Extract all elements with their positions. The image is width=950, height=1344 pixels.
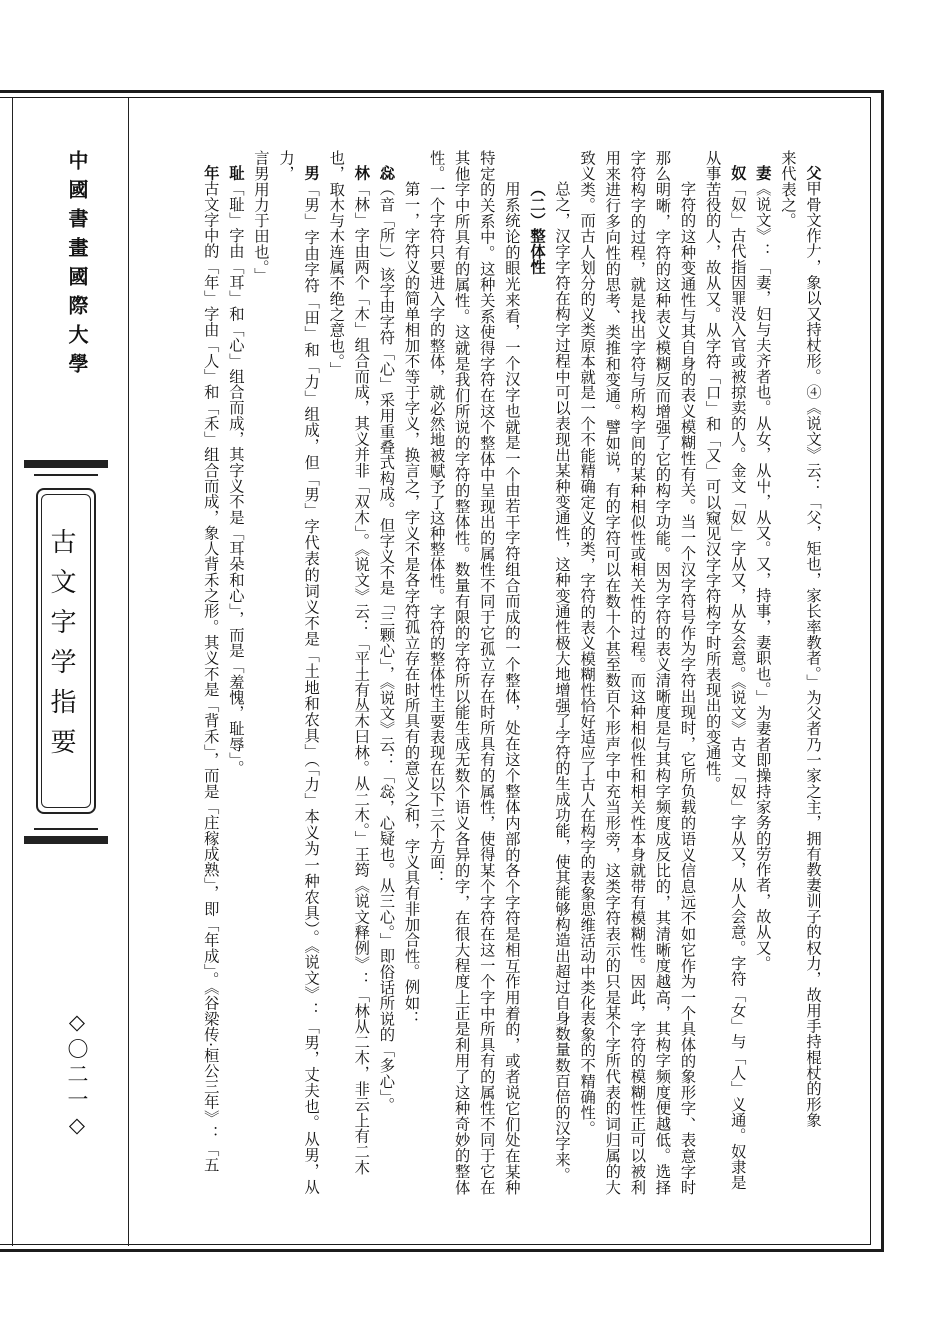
entry-character: 男: [302, 165, 321, 182]
book-title: 古文字学指要: [46, 528, 76, 768]
entry-text: （音「所」）该字由字符「心」采用重叠式构成。但字义不是「三颗心」，《说文》云：「惢，心疑也。从三心。」即俗话所说的「多心」。: [377, 180, 396, 1114]
body-paragraph: 字符的这种变通性与其自身的表义模糊性有关。当一个汉字符号作为字符出现时，它所负载的语义信息远不如它作为一个具体的象形字、表意字时那么明晰，字符的这种表义模糊反而增强了它的构字功能。因为字符的表义清晰度是与其构字频度成反比的，其清晰度越高，其构字频度便越低。选择字符构字的过程，就是找出字符与所构字间的某种相似性或相关性的过程。而这种相似性和相关性本身就带有模糊性。因此，字符的模糊性正可以被利用来进行多向性的思考、类推和变通。譬如说，有的字符可以在数十个甚至数百个形声字中充当形旁，这类字符表示的只是某个字所代表的词归属的大致义类。而古人划分的义类原本就是一个不能精确定义的类，字符的表义模糊性恰好适应了古人在构字的表象思维活动中类化表象的不精确性。: [578, 150, 697, 1195]
book-title-cartouche: [24, 460, 108, 844]
entry-character: 耻: [226, 165, 245, 181]
entry-text: 「耻」字由「耳」和「心」组合而成，其字义不是「耳朵和心」，而是「羞愧，耻辱」。: [226, 180, 245, 777]
entry-character: 林: [352, 165, 371, 181]
paragraph-continuation: 来代表之。: [778, 150, 797, 229]
entry-suo: [373, 150, 398, 1195]
entry-nu: [725, 150, 750, 1195]
gutter-line: [12, 98, 13, 1246]
entry-character: 年: [201, 165, 220, 181]
body-paragraph: 第一，字符义的简单相加不等于字义，换言之，字义不是各字符孤立存在时所具有的意义之和，字义具有非加合性。例如：: [402, 180, 421, 1026]
entry-text: 「奴」古代指因罪没入官或被掠卖的人。金文「奴」字从又，从女会意。《说文》古文「奴」字从又，从人会意。字符「女」与「人」义通。奴隶是: [728, 180, 747, 1191]
cartouche-top-bar: [24, 460, 108, 468]
entry-character: 惢: [377, 165, 396, 181]
entry-character: 奴: [728, 165, 747, 181]
cartouche-bottom-bar: [24, 836, 108, 844]
entry-text: 甲骨文作𠂇，象以又持杖形。④《说文》云：「父，矩也，家长率教者。」为父者乃一家之主，拥有教妻训子的权力，故用手持棍杖的形象: [804, 180, 822, 1128]
entry-chi: [223, 150, 248, 1195]
page-number: ◇〇二一◇: [65, 1010, 89, 1141]
body-paragraph: 总之，汉字字符在构字过程中可以表现出某种变通性，这种变通性极大地增强了字符的生成功能，使其能够构造出超过自身数量数百倍的汉字来。: [553, 180, 572, 1183]
entry-character: 父: [804, 165, 822, 181]
entry-text: 《说文》：「妻，妇与夫齐者也。从女，从屮，从又。又，持事，妻职也。」为妻者即操持家务的劳作者，故从又。: [753, 180, 772, 972]
entry-lin: [348, 150, 373, 1195]
entry-nan: [273, 150, 323, 1195]
main-text: [150, 150, 825, 1195]
cartouche-rule: [34, 828, 98, 830]
cartouche-rule: [34, 474, 98, 476]
entry-fu: [800, 150, 825, 1195]
gutter-line: [128, 98, 129, 1246]
paragraph-continuation: 言男用力于田也。」: [251, 150, 270, 284]
paragraph-continuation: 从事苦役的人，故从又。从字符「口」和「又」可以窥见汉字字符构字时所表现出的变通性。: [703, 150, 722, 792]
entry-qi: [750, 150, 775, 1195]
entry-text: 「林」字由两个「木」组合而成，其义并非「双木」。《说文》云：「平土有丛木曰林。从二木。」王筠《说文释例》：「林从二木，非云上有二木: [352, 180, 371, 1176]
entry-text: 「男」字由字符「田」和「力」组成，但「男」字代表的词义不是「土地和农具」（「力」本义为一种农具）。《说文》：「男，丈夫也。从男，从力，: [277, 150, 321, 1195]
paragraph-continuation: 也，取木与木连属不绝之意也。」: [327, 150, 346, 378]
entry-text: 古文字中的「年」字由「人」和「禾」组合而成，象人背禾之形。其义不是「背禾」，而是「庄稼成熟」，即「年成」。《谷梁传·桓公三年》：「五: [201, 180, 220, 1173]
university-name: 中國書畫國際大學: [65, 150, 89, 382]
entry-character: 妻: [753, 165, 772, 181]
section-heading: （二）整体性: [527, 180, 546, 275]
entry-nian: [198, 150, 223, 1195]
body-paragraph: 用系统论的眼光来看，一个汉字也就是一个由若干字符组合而成的一个整体，处在这个整体内部的各个字符是相互作用着的，或者说它们处在某种特定的关系中。这种关系使得字符在这个整体中呈现出的属性不同于它孤立存在时所具有的属性，使得某个字符在这一个字中所具有的属性不同于它在其他字中所具有的属性。这就是我们所说的字符的整体性。数量有限的字符所以能生成无数个语义各异的字，在很大程度上正是利用了这种奇妙的整体性。一个字符只要进入字的整体，就必然地被赋予了这种整体性。字符的整体性主要表现在以下三个方面：: [427, 150, 521, 1195]
